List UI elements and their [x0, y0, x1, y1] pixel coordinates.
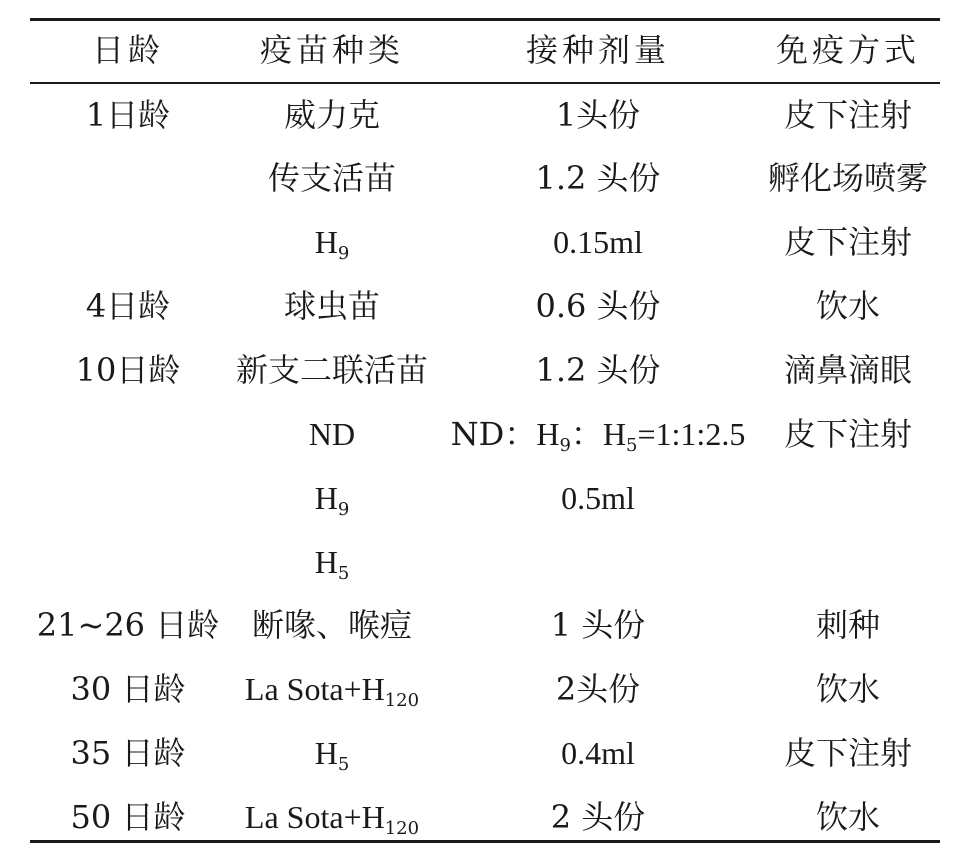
text-fragment: 2 头份	[550, 798, 646, 836]
cell-dose	[556, 664, 640, 714]
text-fragment: 0.4ml	[561, 735, 635, 771]
text-fragment: ：	[570, 415, 603, 453]
text-fragment: 0.15ml	[553, 224, 643, 260]
header-dose: 接种剂量	[525, 31, 671, 69]
cell-vaccine	[236, 345, 428, 395]
subscript: 9	[559, 435, 571, 456]
cell-dose	[451, 409, 746, 459]
cell-vaccine	[268, 153, 396, 203]
subscript: 9	[337, 243, 350, 264]
cell-dose	[551, 792, 646, 842]
cell-dose	[535, 281, 660, 331]
table-top-rule	[30, 18, 940, 21]
text-fragment: 1.2 头份	[535, 159, 661, 197]
cell-vaccine	[315, 537, 350, 587]
header-vaccine: 疫苗种类	[259, 31, 405, 69]
cell-vaccine	[315, 473, 350, 523]
cell-method: 滴鼻滴眼	[783, 351, 913, 389]
text-fragment: 断喙、喉痘	[251, 606, 413, 644]
subscript: 5	[337, 754, 350, 775]
cell-dose	[556, 90, 640, 140]
cell-age: 1日龄	[85, 96, 171, 134]
cell-age: 21~26 日龄	[36, 606, 220, 644]
text-fragment: ND：	[450, 415, 537, 453]
cell-method: 饮水	[815, 670, 881, 708]
text-fragment: 2头份	[555, 670, 641, 708]
cell-age: 35 日龄	[70, 734, 186, 772]
cell-vaccine	[284, 90, 380, 140]
cell-method: 皮下注射	[783, 223, 913, 261]
cell-method: 孵化场喷雾	[767, 159, 929, 197]
cell-vaccine	[245, 792, 419, 842]
cell-vaccine	[309, 409, 355, 459]
cell-dose	[535, 345, 660, 395]
cell-vaccine	[315, 728, 350, 778]
text-fragment: La Sota+H	[244, 799, 385, 835]
cell-method: 饮水	[815, 287, 881, 325]
cell-age: 50 日龄	[70, 798, 186, 836]
cell-method: 刺种	[815, 606, 881, 644]
text-fragment: 1 头份	[550, 606, 646, 644]
header-age: 日龄	[91, 31, 165, 69]
cell-age: 10日龄	[75, 351, 181, 389]
cell-vaccine	[252, 600, 412, 650]
cell-dose	[561, 473, 635, 523]
text-fragment: H	[536, 416, 560, 452]
text-fragment: 传支活苗	[267, 159, 397, 197]
cell-vaccine	[245, 664, 419, 714]
subscript: 5	[337, 563, 350, 584]
table-header-rule	[30, 82, 940, 84]
cell-dose	[553, 217, 643, 267]
text-fragment: ND	[308, 416, 356, 452]
text-fragment: 球虫苗	[283, 287, 381, 325]
cell-vaccine	[315, 217, 350, 267]
text-fragment: H	[602, 416, 627, 452]
subscript: 5	[626, 435, 638, 456]
cell-dose	[551, 600, 646, 650]
text-fragment: 1头份	[555, 96, 641, 134]
text-fragment: 0.5ml	[561, 480, 635, 516]
cell-method: 皮下注射	[783, 96, 913, 134]
cell-dose	[561, 728, 635, 778]
text-fragment: 1.2 头份	[535, 351, 661, 389]
cell-dose	[535, 153, 660, 203]
text-fragment: H	[314, 544, 338, 580]
text-fragment: =1:1:2.5	[637, 416, 746, 452]
cell-method: 皮下注射	[783, 734, 913, 772]
text-fragment: 新支二联活苗	[235, 351, 429, 389]
text-fragment: H	[314, 735, 338, 771]
cell-method: 饮水	[815, 798, 881, 836]
text-fragment: La Sota+H	[244, 671, 385, 707]
text-fragment: H	[314, 224, 338, 260]
cell-method: 皮下注射	[783, 415, 913, 453]
cell-vaccine	[284, 281, 380, 331]
text-fragment: H	[314, 480, 338, 516]
header-method: 免疫方式	[775, 31, 921, 69]
subscript: 9	[337, 499, 350, 520]
cell-age: 4日龄	[85, 287, 171, 325]
subscript: 120	[384, 818, 420, 839]
text-fragment: 0.6 头份	[535, 287, 661, 325]
text-fragment: 威力克	[283, 96, 381, 134]
cell-age: 30 日龄	[70, 670, 186, 708]
subscript: 120	[384, 690, 420, 711]
